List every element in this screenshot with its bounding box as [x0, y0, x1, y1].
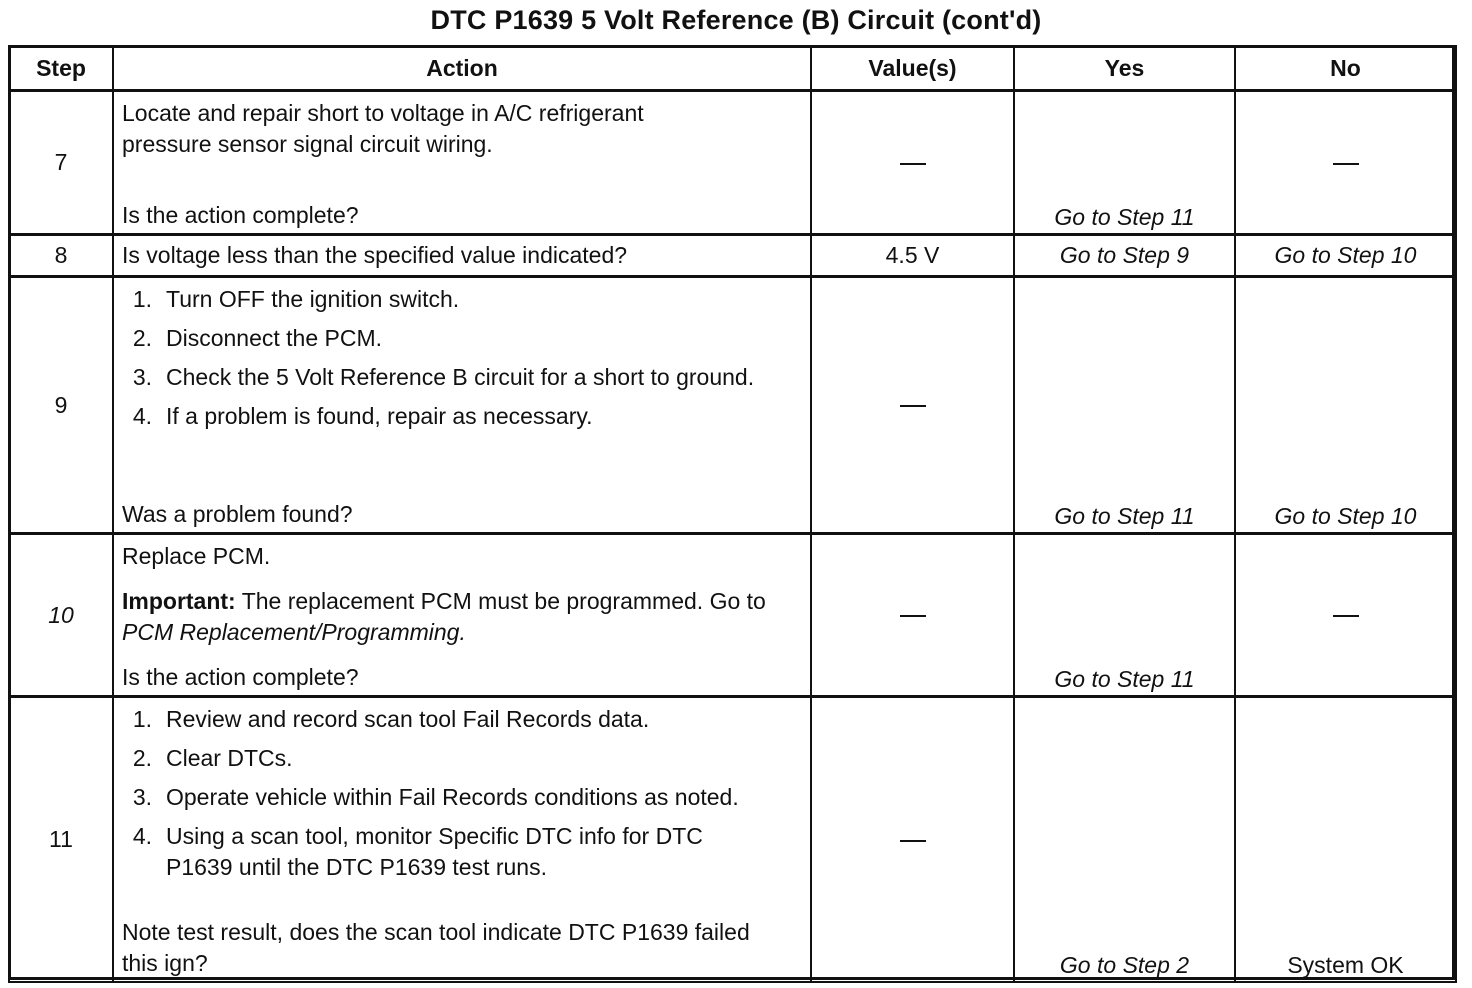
action-question: Is the action complete?	[122, 202, 359, 228]
reference-link[interactable]: PCM Replacement/Programming.	[122, 619, 466, 645]
action-text: Locate and repair short to voltage in A/C refrigerant pressure sensor signal circuit wiring.	[122, 100, 644, 157]
list-item: 3. Check the 5 Volt Reference B circuit for a short to ground.	[132, 364, 755, 390]
list-item: 2. Disconnect the PCM.	[132, 325, 383, 351]
step-number: 7	[9, 91, 113, 235]
yes-goto: Go to Step 2	[1059, 952, 1190, 978]
header-values: Value(s)	[811, 46, 1014, 91]
list-item: 4. Using a scan tool, monitor Specific DTC info for DTC P1639 until the DTC P1639 test runs.	[132, 823, 703, 880]
action-question: Was a problem found?	[122, 501, 353, 527]
action-text: Replace PCM.	[122, 543, 271, 569]
step-number: 11	[9, 697, 113, 983]
step-number: 10	[9, 534, 113, 697]
header-action: Action	[113, 46, 811, 91]
goto-prefix: Go to	[709, 588, 766, 614]
no-goto: Go to Step 10	[1274, 503, 1417, 529]
yes-goto: Go to Step 11	[1054, 503, 1195, 529]
yes-goto: Go to Step 11	[1054, 204, 1195, 230]
list-item: 2. Clear DTCs.	[132, 745, 293, 771]
list-item: 3. Operate vehicle within Fail Records conditions as noted.	[132, 784, 739, 810]
action-question: Is the action complete?	[122, 664, 359, 690]
page-title: DTC P1639 5 Volt Reference (B) Circuit (cont'd)	[430, 5, 1042, 35]
header-step: Step	[9, 46, 113, 91]
action-question: Is voltage less than the specified value indicated?	[122, 242, 628, 268]
yes-cell: Go to Step 9	[1014, 235, 1235, 277]
list-item: 1. Review and record scan tool Fail Records data.	[132, 706, 650, 732]
important-text: The replacement PCM must be programmed.	[241, 588, 704, 614]
header-no: No	[1235, 46, 1456, 91]
yes-goto: Go to Step 11	[1054, 666, 1195, 692]
value-cell: 4.5 V	[811, 235, 1014, 277]
list-item: 1. Turn OFF the ignition switch.	[132, 286, 460, 312]
header-yes: Yes	[1014, 46, 1235, 91]
step-number: 9	[9, 277, 113, 534]
table-frame	[8, 45, 1455, 980]
action-question: Note test result, does the scan tool indicate DTC P1639 failed this ign?	[122, 919, 750, 976]
list-item: 4. If a problem is found, repair as necessary.	[132, 403, 593, 429]
step-number: 8	[9, 235, 113, 277]
no-cell: Go to Step 10	[1235, 235, 1456, 277]
no-result: System OK	[1287, 952, 1404, 978]
important-label: Important:	[122, 588, 236, 614]
